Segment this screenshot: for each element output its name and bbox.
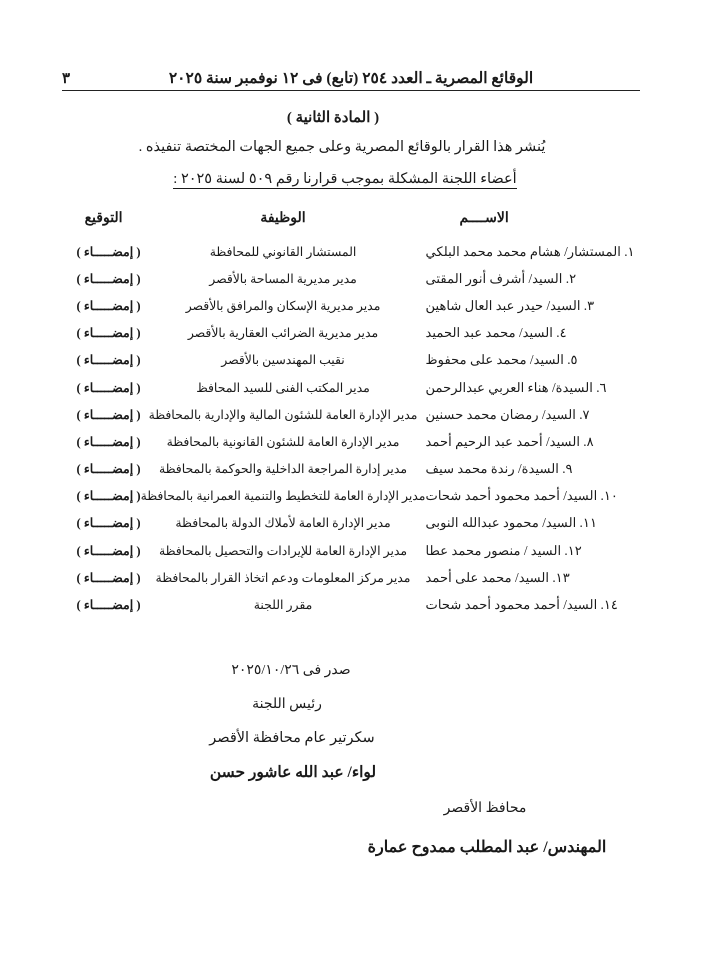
- table-body: [58, 238, 644, 619]
- table-row: [58, 320, 644, 347]
- table-row: [58, 510, 644, 537]
- governor-signature-block: [62, 800, 640, 857]
- member-signature-cell: ( إمضـــــاء ): [76, 462, 141, 477]
- column-header-name: الاســــم: [459, 211, 509, 226]
- member-job-cell: مدير الإدارة العامة للإيرادات والتحصيل بالمحافظة: [158, 543, 408, 558]
- member-name-cell: ٨. السيد/ أحمد عبد الرحيم أحمد: [425, 433, 594, 449]
- column-header-job: الوظيفة: [260, 211, 306, 226]
- member-job-cell: مدير مديرية المساحة بالأقصر: [209, 271, 357, 286]
- member-name-cell: ١٤. السيد/ أحمد محمود أحمد شحات: [425, 597, 619, 613]
- table-row: [58, 374, 644, 401]
- chair-role: سكرتير عام محافظة الأقصر: [209, 730, 375, 746]
- table-row: [58, 401, 644, 428]
- member-signature-cell: ( إمضـــــاء ): [76, 298, 141, 313]
- member-signature-cell: ( إمضـــــاء ): [76, 598, 141, 613]
- member-name-cell: ١. المستشار/ هشام محمد محمد البلكي: [425, 243, 635, 259]
- member-name-cell: ٥. السيد/ محمد على محفوظ: [425, 352, 578, 368]
- member-job-cell: مقرر اللجنة: [253, 598, 313, 613]
- issued-date: صدر فى ٢٠٢٥/١٠/٢٦: [231, 663, 351, 678]
- member-job-cell: مدير الإدارة العامة لأملاك الدولة بالمحافظة: [175, 516, 391, 531]
- member-job-cell: مدير الإدارة العامة للشئون المالية والإدارية بالمحافظة: [148, 407, 418, 422]
- table-row: [58, 456, 644, 483]
- member-name-cell: ١١. السيد/ محمود عبدالله النوبى: [425, 515, 598, 531]
- member-name-cell: ١٢. السيد / منصور محمد عطا: [425, 542, 582, 558]
- gazette-header-title: الوقائع المصرية ـ العدد ٢٥٤ (تابع) فى ١٢ نوفمبر سنة ٢٠٢٥: [168, 70, 534, 87]
- committee-clause: أعضاء اللجنة المشكلة بموجب قرارنا رقم ٥٠٩ لسنة ٢٠٢٥ :: [173, 171, 517, 187]
- header-divider-rule: [62, 90, 640, 91]
- member-signature-cell: ( إمضـــــاء ): [76, 407, 141, 422]
- table-header-row: [58, 210, 644, 238]
- publication-clause: يُنشر هذا القرار بالوقائع المصرية وعلى جميع الجهات المختصة تنفيذه .: [138, 139, 546, 155]
- member-name-cell: ١٣. السيد/ محمد على أحمد: [425, 569, 570, 585]
- member-name-cell: ٣. السيد/ حيدر عبد العال شاهين: [425, 297, 595, 313]
- table-row: [58, 238, 644, 265]
- committee-clause-wrap: [62, 171, 640, 188]
- committee-members-table: [58, 210, 644, 619]
- member-signature-cell: ( إمضـــــاء ): [76, 353, 141, 368]
- chair-name: لواء/ عبد الله عاشور حسن: [209, 764, 377, 781]
- member-name-cell: ٤. السيد/ محمد عبد الحميد: [425, 325, 567, 341]
- member-job-cell: نقيب المهندسين بالأقصر: [221, 353, 345, 368]
- member-signature-cell: ( إمضـــــاء ): [76, 326, 141, 341]
- member-job-cell: مدير مديرية الضرائب العقارية بالأقصر: [187, 326, 379, 341]
- closing-section: [62, 662, 640, 782]
- page-number: ٣: [62, 71, 71, 87]
- member-job-cell: مدير المكتب الفنى للسيد المحافظ: [196, 380, 370, 395]
- member-job-cell: المستشار القانوني للمحافظة: [209, 244, 357, 259]
- member-signature-cell: ( إمضـــــاء ): [76, 380, 141, 395]
- column-header-signature: التوقيع: [84, 211, 123, 226]
- governor-role: محافظ الأقصر: [443, 801, 527, 816]
- member-signature-cell: ( إمضـــــاء ): [76, 271, 141, 286]
- member-signature-cell: ( إمضـــــاء ): [76, 244, 141, 259]
- member-signature-cell: ( إمضـــــاء ): [76, 570, 141, 585]
- member-job-cell: مدير الإدارة العامة للشئون القانونية بالمحافظة: [166, 434, 400, 449]
- member-job-cell: مدير إدارة المراجعة الداخلية والحوكمة بالمحافظة: [159, 462, 408, 477]
- member-signature-cell: ( إمضـــــاء ): [76, 434, 141, 449]
- member-signature-cell: ( إمضـــــاء ): [76, 489, 141, 504]
- running-head: [62, 62, 640, 88]
- member-job-cell: مدير مديرية الإسكان والمرافق بالأقصر: [185, 298, 381, 313]
- governor-name: المهندس/ عبد المطلب ممدوح عمارة: [367, 839, 607, 856]
- member-job-cell: مدير الإدارة العامة للتخطيط والتنمية العمرانية بالمحافظة: [140, 489, 426, 504]
- table-row: [58, 591, 644, 618]
- table-row: [58, 428, 644, 455]
- member-job-cell: مدير مركز المعلومات ودعم اتخاذ القرار بالمحافظة: [155, 570, 411, 585]
- table-row: [58, 292, 644, 319]
- member-name-cell: ٦. السيدة/ هناء العربي عبدالرحمن: [425, 379, 607, 395]
- chair-title: رئيس اللجنة: [252, 697, 322, 712]
- member-name-cell: ٢. السيد/ أشرف أنور المقتى: [425, 270, 577, 286]
- article-heading: ( المادة الثانية ): [286, 110, 380, 126]
- member-name-cell: ١٠. السيد/ أحمد محمود أحمد شحات: [425, 488, 619, 504]
- member-signature-cell: ( إمضـــــاء ): [76, 543, 141, 558]
- table-row: [58, 537, 644, 564]
- table-row: [58, 347, 644, 374]
- member-name-cell: ٩. السيدة/ رندة محمد سيف: [425, 461, 573, 477]
- intro-section: [62, 108, 640, 188]
- table-row: [58, 265, 644, 292]
- member-name-cell: ٧. السيد/ رمضان محمد حسنين: [425, 406, 590, 422]
- table-row: [58, 483, 644, 510]
- table-row: [58, 564, 644, 591]
- member-signature-cell: ( إمضـــــاء ): [76, 516, 141, 531]
